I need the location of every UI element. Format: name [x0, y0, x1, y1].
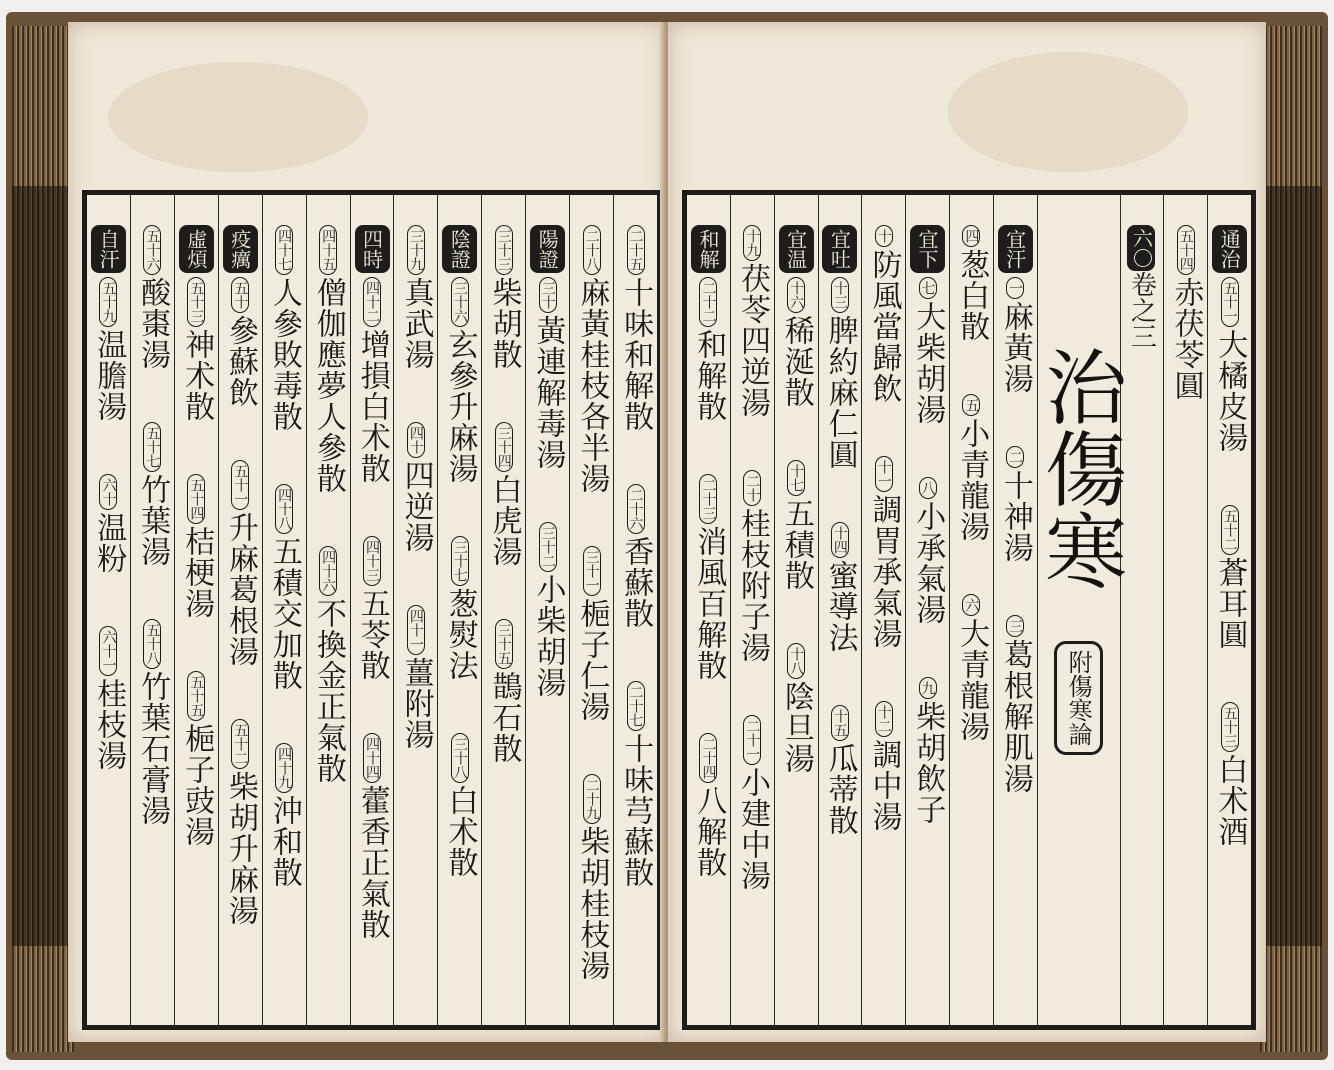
entry-number: 三	[1006, 615, 1024, 637]
text-column	[613, 195, 657, 1025]
formula-entry	[780, 460, 812, 591]
entry-number: 十二	[875, 701, 893, 737]
entry-number: 二十六	[627, 484, 645, 534]
formula-entry	[824, 705, 856, 836]
formula-entry	[181, 474, 213, 619]
formula-name: 大青龍湯	[954, 618, 990, 742]
entry-number: 五	[962, 394, 980, 416]
formula-entry	[912, 677, 944, 825]
text-column	[730, 195, 774, 1025]
category-tag: 疫癘	[223, 225, 258, 273]
formula-name: 白虎湯	[486, 474, 522, 567]
formula-entry	[137, 225, 169, 370]
formula-entry	[912, 477, 944, 625]
formula-entry	[737, 470, 769, 663]
formula-name: 五積交加散	[266, 536, 302, 691]
entry-number: 四十二	[363, 277, 381, 327]
entry-number: 三十五	[495, 619, 513, 669]
formula-entry	[93, 277, 125, 422]
formula-name: 蒼耳圓	[1212, 557, 1248, 650]
entry-number: 十四	[831, 522, 849, 558]
formula-entry	[956, 225, 988, 342]
formula-name: 竹葉石膏湯	[135, 671, 171, 826]
left-columns	[87, 195, 657, 1025]
formula-entry	[693, 474, 725, 681]
formula-entry	[93, 474, 125, 574]
entry-number: 二十	[743, 470, 761, 506]
text-column	[87, 195, 130, 1025]
entry-number: 九	[919, 677, 937, 699]
text-column	[818, 195, 862, 1025]
entry-number: 三十一	[583, 546, 601, 596]
entry-number: 四十	[407, 422, 425, 458]
formula-entry	[1214, 505, 1246, 650]
entry-number: 四十一	[407, 605, 425, 655]
formula-name: 麻黃桂枝各半湯	[574, 277, 610, 494]
entry-number: 十五	[831, 705, 849, 741]
entry-number: 四十六	[319, 546, 337, 596]
text-column	[350, 195, 394, 1025]
formula-name: 桔梗湯	[179, 526, 215, 619]
formula-name: 參蘇飲	[222, 315, 258, 408]
entry-number: 五十九	[99, 277, 117, 327]
category-tag: 自汗	[91, 225, 126, 273]
formula-entry	[999, 615, 1031, 794]
entry-number: 十六	[787, 277, 805, 313]
formula-name: 鵲石散	[486, 671, 522, 764]
text-column	[905, 195, 949, 1025]
formula-entry	[1170, 225, 1202, 401]
entry-number: 五十四	[1177, 225, 1195, 275]
formula-name: 柴胡升麻湯	[222, 771, 258, 926]
formula-name: 十味和解散	[618, 277, 654, 432]
left-page-edges	[12, 26, 74, 1052]
formula-entry	[444, 277, 476, 484]
text-column	[569, 195, 613, 1025]
formula-entry	[620, 681, 652, 888]
formula-entry	[224, 277, 256, 408]
formula-name: 和解散	[691, 329, 727, 422]
text-column	[1163, 195, 1207, 1025]
formula-name: 不換金正氣散	[310, 598, 346, 784]
text-column	[306, 195, 350, 1025]
formula-entry	[868, 456, 900, 649]
left-page	[68, 22, 666, 1042]
entry-number: 十八	[787, 643, 805, 679]
formula-entry	[868, 225, 900, 404]
formula-entry	[356, 277, 388, 484]
formula-name: 桂枝附子湯	[735, 508, 771, 663]
formula-entry	[620, 484, 652, 629]
formula-entry	[956, 594, 988, 742]
formula-name: 酸棗湯	[135, 277, 171, 370]
formula-name: 小承氣湯	[910, 501, 946, 625]
text-column	[262, 195, 306, 1025]
formula-entry	[999, 277, 1031, 394]
formula-name: 葛根解肌湯	[997, 639, 1033, 794]
formula-name: 白术散	[442, 785, 478, 878]
formula-name: 脾約麻仁圓	[822, 315, 858, 470]
formula-name: 五積散	[778, 498, 814, 591]
entry-number: 七	[919, 277, 937, 299]
formula-entry	[444, 733, 476, 878]
formula-name: 白术酒	[1212, 754, 1248, 847]
formula-name: 香蘇散	[618, 536, 654, 629]
right-page-edges	[1260, 26, 1322, 1052]
formula-entry	[356, 536, 388, 681]
entry-number: 三十	[539, 277, 557, 313]
formula-name: 大橘皮湯	[1212, 329, 1248, 453]
entry-number: 四十五	[319, 225, 337, 275]
book	[6, 12, 1328, 1060]
text-column	[174, 195, 218, 1025]
entry-number: 四十四	[363, 733, 381, 783]
formula-entry	[576, 774, 608, 981]
text-column	[1031, 195, 1127, 1025]
text-column	[218, 195, 262, 1025]
category-tag: 陰證	[442, 225, 477, 273]
text-column	[437, 195, 481, 1025]
formula-entry	[912, 277, 944, 425]
formula-entry	[693, 733, 725, 878]
entry-number: 六十	[99, 474, 117, 510]
formula-name: 小柴胡湯	[530, 574, 566, 698]
entry-number: 三十八	[451, 733, 469, 783]
formula-name: 薑附湯	[398, 657, 434, 750]
entry-number: 三十九	[407, 225, 425, 275]
entry-number: 五十三	[187, 277, 205, 327]
paper-stain	[948, 52, 1188, 172]
formula-entry	[268, 743, 300, 888]
formula-entry	[1214, 277, 1246, 453]
formula-entry	[444, 536, 476, 681]
text-column	[774, 195, 818, 1025]
formula-entry	[224, 460, 256, 667]
formula-name: 小青龍湯	[954, 418, 990, 542]
formula-entry	[780, 277, 812, 408]
formula-name: 四逆湯	[398, 460, 434, 553]
formula-name: 柴胡散	[486, 277, 522, 370]
formula-name: 陰旦湯	[778, 681, 814, 774]
entry-number: 二十一	[743, 715, 761, 765]
formula-entry	[181, 671, 213, 847]
formula-entry	[868, 701, 900, 832]
formula-entry	[824, 277, 856, 470]
entry-number: 二十八	[583, 225, 601, 275]
formula-entry	[576, 546, 608, 722]
formula-name: 調中湯	[866, 739, 902, 832]
entry-number: 十七	[787, 460, 805, 496]
formula-name: 十神湯	[997, 470, 1033, 563]
entry-number: 六十一	[99, 626, 117, 676]
right-frame	[682, 190, 1256, 1030]
formula-entry	[488, 422, 520, 567]
category-tag: 四時	[355, 225, 390, 273]
category-tag: 宜温	[779, 225, 814, 273]
formula-name: 葱熨法	[442, 588, 478, 681]
formula-name: 麻黃湯	[997, 301, 1033, 394]
formula-name: 梔子豉湯	[179, 723, 215, 847]
volume-text: 卷之三	[1126, 271, 1157, 349]
entry-number: 二十七	[627, 681, 645, 731]
formula-name: 稀涎散	[778, 315, 814, 408]
formula-name: 大柴胡湯	[910, 301, 946, 425]
entry-number: 十一	[875, 456, 893, 492]
formula-name: 梔子仁湯	[574, 598, 610, 722]
formula-entry	[224, 719, 256, 926]
entry-number: 四十七	[275, 225, 293, 275]
text-column	[393, 195, 437, 1025]
formula-name: 真武湯	[398, 277, 434, 370]
entry-number: 四十九	[275, 743, 293, 793]
formula-entry	[1214, 702, 1246, 847]
formula-name: 柴胡飲子	[910, 701, 946, 825]
entry-number: 三十六	[451, 277, 469, 327]
text-column	[1207, 195, 1251, 1025]
formula-name: 五苓散	[354, 588, 390, 681]
entry-number: 十九	[743, 225, 761, 261]
formula-entry	[137, 422, 169, 567]
formula-entry	[181, 277, 213, 422]
formula-name: 僧伽應夢人參散	[310, 277, 346, 494]
entry-number: 二十三	[699, 474, 717, 524]
category-tag: 虛煩	[179, 225, 214, 273]
entry-number: 四十八	[275, 484, 293, 534]
formula-name: 茯苓四逆湯	[735, 263, 771, 418]
section-subtitle: 附傷寒論	[1054, 641, 1103, 755]
formula-name: 桂枝湯	[91, 678, 127, 771]
entry-number: 五十三	[1221, 702, 1239, 752]
text-column	[525, 195, 569, 1025]
formula-name: 葱白散	[954, 249, 990, 342]
category-tag: 陽證	[530, 225, 565, 273]
section-title: 治傷寒	[1031, 345, 1127, 591]
paper-stain	[108, 62, 368, 172]
formula-name: 蜜導法	[822, 560, 858, 653]
entry-number: 二十五	[627, 225, 645, 275]
volume-mark: 六〇	[1127, 225, 1155, 271]
formula-name: 沖和散	[266, 795, 302, 888]
text-column	[130, 195, 174, 1025]
formula-entry	[400, 605, 432, 750]
formula-entry	[956, 394, 988, 542]
formula-entry	[488, 225, 520, 370]
entry-number: 十	[875, 225, 893, 247]
formula-entry	[356, 733, 388, 940]
entry-number: 五十五	[187, 671, 205, 721]
formula-name: 人參敗毒散	[266, 277, 302, 432]
text-column	[949, 195, 993, 1025]
entry-number: 四	[962, 225, 980, 247]
formula-entry	[137, 619, 169, 826]
formula-name: 調胃承氣湯	[866, 494, 902, 649]
formula-entry	[312, 546, 344, 784]
entry-number: 八	[919, 477, 937, 499]
category-tag: 宜汗	[998, 225, 1033, 273]
formula-name: 温膽湯	[91, 329, 127, 422]
formula-entry	[268, 484, 300, 691]
entry-number: 二	[1006, 446, 1024, 468]
formula-name: 藿香正氣散	[354, 785, 390, 940]
category-tag: 通治	[1212, 225, 1247, 273]
formula-entry	[780, 643, 812, 774]
entry-number: 四十三	[363, 536, 381, 586]
formula-name: 玄參升麻湯	[442, 329, 478, 484]
entry-number: 十三	[831, 277, 849, 313]
text-column	[481, 195, 525, 1025]
text-column	[993, 195, 1037, 1025]
formula-name: 温粉	[91, 512, 127, 574]
entry-number: 三十三	[495, 225, 513, 275]
entry-number: 五十四	[187, 474, 205, 524]
formula-name: 增損白术散	[354, 329, 390, 484]
formula-entry	[532, 277, 564, 470]
formula-entry	[400, 225, 432, 370]
volume-label	[1123, 225, 1160, 349]
entry-number: 五十八	[143, 619, 161, 669]
entry-number: 五十七	[143, 422, 161, 472]
text-column	[687, 195, 730, 1025]
entry-number: 五十二	[1221, 505, 1239, 555]
entry-number: 五十	[231, 277, 249, 313]
text-column	[1120, 195, 1164, 1025]
formula-name: 瓜蒂散	[822, 743, 858, 836]
formula-name: 神术散	[179, 329, 215, 422]
text-column	[861, 195, 905, 1025]
formula-entry	[737, 225, 769, 418]
formula-entry	[268, 225, 300, 432]
formula-entry	[999, 446, 1031, 563]
category-tag: 和解	[691, 225, 726, 273]
formula-entry	[693, 277, 725, 422]
entry-number: 二十九	[583, 774, 601, 824]
formula-entry	[312, 225, 344, 494]
entry-number: 五十一	[1221, 277, 1239, 327]
entry-number: 三十四	[495, 422, 513, 472]
entry-number: 五十六	[143, 225, 161, 275]
category-tag: 宜吐	[822, 225, 857, 273]
entry-number: 五十二	[231, 719, 249, 769]
entry-number: 二十四	[699, 733, 717, 783]
formula-entry	[488, 619, 520, 764]
formula-name: 十味芎蘇散	[618, 733, 654, 888]
formula-name: 小建中湯	[735, 767, 771, 891]
formula-name: 赤茯苓圓	[1168, 277, 1204, 401]
right-page	[668, 22, 1266, 1042]
formula-entry	[737, 715, 769, 891]
formula-name: 升麻葛根湯	[222, 512, 258, 667]
formula-name: 防風當歸飲	[866, 249, 902, 404]
entry-number: 二十二	[699, 277, 717, 327]
formula-name: 柴胡桂枝湯	[574, 826, 610, 981]
entry-number: 一	[1006, 277, 1024, 299]
formula-entry	[400, 422, 432, 553]
left-frame	[82, 190, 662, 1030]
formula-name: 竹葉湯	[135, 474, 171, 567]
entry-number: 六	[962, 594, 980, 616]
formula-name: 消風百解散	[691, 526, 727, 681]
formula-entry	[532, 522, 564, 698]
entry-number: 三十二	[539, 522, 557, 572]
category-tag: 宜下	[910, 225, 945, 273]
formula-entry	[620, 225, 652, 432]
entry-number: 五十一	[231, 460, 249, 510]
right-columns	[687, 195, 1251, 1025]
formula-entry	[576, 225, 608, 494]
formula-entry	[824, 522, 856, 653]
formula-name: 黃連解毒湯	[530, 315, 566, 470]
entry-number: 三十七	[451, 536, 469, 586]
formula-name: 八解散	[691, 785, 727, 878]
formula-entry	[93, 626, 125, 771]
